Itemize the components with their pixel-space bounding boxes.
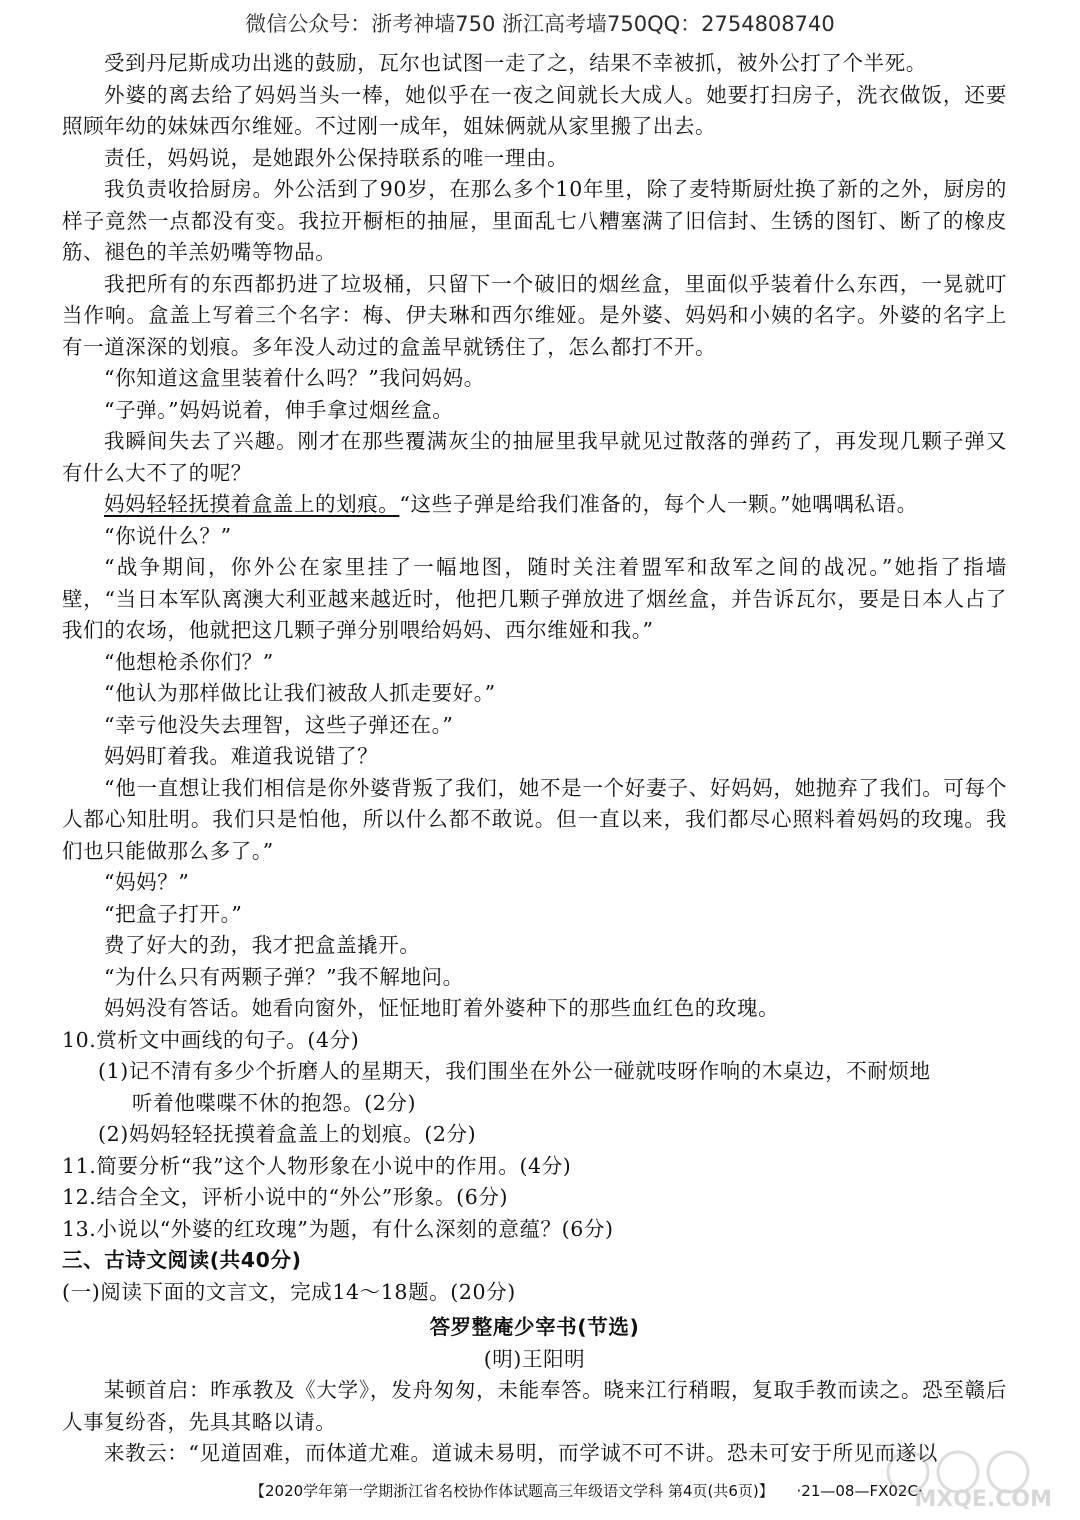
story-paragraph: “你知道这盒里装着什么吗？”我问妈妈。 [104,366,485,390]
classical-paragraph: 某顿首启：昨承教及《大学》，发舟匆匆，未能奉答。晓来江行稍暇，复取手教而读之。恐至赣后人事复纷沓，先具其略以请。 [62,1378,1007,1434]
site-watermark [868,1446,1058,1516]
exam-page [62,48,1007,1470]
classical-author: (明)王阳明 [483,1346,586,1371]
footer-text: 【2020学年第一学期浙江省名校协作体试题高三年级语文学科 第4页(共6页)】 [250,1482,774,1500]
story-paragraph: “子弹。”妈妈说着，伸手拿过烟丝盒。 [104,397,454,422]
story-paragraph [62,489,1007,521]
story-paragraph: 费了好大的劲，我才把盒盖撬开。 [104,933,421,957]
section-heading: 三、古诗文阅读(共40分) [62,1248,302,1272]
question-10-2: (2)妈妈轻轻抚摸着盒盖上的划痕。(2分) [98,1122,477,1146]
question-10-1: (1)记不清有多少个折磨人的星期天，我们围坐在外公一碰就吱呀作响的木桌边，不耐烦地 [98,1059,931,1083]
watermark-text: MXQE.COM [914,1487,1052,1512]
story-paragraph: 妈妈盯着我。难道我说错了？ [104,744,379,768]
story-paragraph: 责任，妈妈说，是她跟外公保持联系的唯一理由。 [104,145,569,170]
story-paragraph: 妈妈没有答话。她看向窗外，怔怔地盯着外婆种下的那些血红色的玫瑰。 [104,996,780,1020]
story-paragraph: “战争期间，你外公在家里挂了一幅地图，随时关注着盟军和敌军之间的战况。”她指了指墙壁，“当日本军队离澳大利亚越来越近时，他把几颗子弹放进了烟丝盒，并告诉瓦尔，要是日本人占了我们的农场，他就把这几颗子弹分别喂给妈妈、西尔维娅和我。” [62,555,1007,642]
story-paragraph: 受到丹尼斯成功出逃的鼓励，瓦尔也试图一走了之，结果不幸被抓，被外公打了个半死。 [104,51,927,75]
story-paragraph: 我负责收拾厨房。外公活到了90岁，在那么多个10年里，除了麦特斯厨灶换了新的之外，厨房的样子竟然一点都没有变。我拉开橱柜的抽屉，里面乱七八糟塞满了旧信封、生锈的图钉、断了的橡皮筋、褪色的羊羔奶嘴等物品。 [62,177,1007,264]
story-paragraph: “妈妈？” [104,870,190,894]
story-paragraph: “你说什么？” [104,523,232,548]
story-paragraph: 我把所有的东西都扔进了垃圾桶，只留下一个破旧的烟丝盒，里面似乎装着什么东西，一晃就叮当作响。盒盖上写着三个名字：梅、伊夫琳和西尔维娅。是外婆、妈妈和小姨的名字。外婆的名字上有一道深深的划痕。多年没人动过的盒盖早就锈住了，怎么都打不开。 [62,271,1007,359]
part-heading: (一)阅读下面的文言文，完成14～18题。(20分) [62,1279,516,1304]
watermark-header: 微信公众号：浙考神墙750 浙江高考墙750QQ：2754808740 [245,12,835,36]
classical-paragraph: 来教云：“见道固难，而体道尤难。道诚未易明，而学诚不可不讲。恐未可安于所见而遂以 [104,1441,938,1465]
story-paragraph: “把盒子打开。” [104,901,243,926]
question-11: 11.简要分析“我”这个人物形象在小说中的作用。(4分) [62,1153,572,1178]
story-paragraph: “他认为那样做比让我们被敌人抓走要好。” [104,681,496,705]
question-10: 10.赏析文中画线的句子。(4分) [62,1027,360,1052]
classical-title: 答罗整庵少宰书(节选) [429,1315,640,1339]
story-paragraph: “为什么只有两颗子弹？”我不解地问。 [104,964,464,989]
sentence-rest: “这些子弹是给我们准备的，每个人一颗。”她喁喁私语。 [399,492,918,516]
question-10-1-cont: 听着他喋喋不休的抱怨。(2分) [132,1090,417,1115]
question-13: 13.小说以“外婆的红玫瑰”为题，有什么深刻的意蕴？(6分) [62,1216,614,1241]
story-paragraph: 我瞬间失去了兴趣。刚才在那些覆满灰尘的抽屉里我早就见过散落的弹药了，再发现几颗子弹又有什么大不了的呢？ [62,429,1007,485]
story-paragraph: “幸亏他没失去理智，这些子弹还在。” [104,712,454,737]
story-paragraph: “他一直想让我们相信是你外婆背叛了我们，她不是一个好妻子、好妈妈，她抛弃了我们。可每个人都心知肚明。我们只是怕他，所以什么都不敢说。但一直以来，我们都尽心照料着妈妈的玫瑰。我们也只能做那么多了。” [62,775,1007,863]
underlined-sentence: 妈妈轻轻抚摸着盒盖上的划痕。 [104,492,400,516]
footer-code: ·21—08—FX02C· [796,1482,923,1500]
story-paragraph: “他想枪杀你们？” [104,649,274,674]
story-paragraph: 外婆的离去给了妈妈当头一棒，她似乎在一夜之间就长大成人。她要打扫房子，洗衣做饭，还要照顾年幼的妹妹西尔维娅。不过刚一成年，姐妹俩就从家里搬了出去。 [62,82,1007,138]
question-12: 12.结合全文，评析小说中的“外公”形象。(6分) [62,1185,509,1209]
